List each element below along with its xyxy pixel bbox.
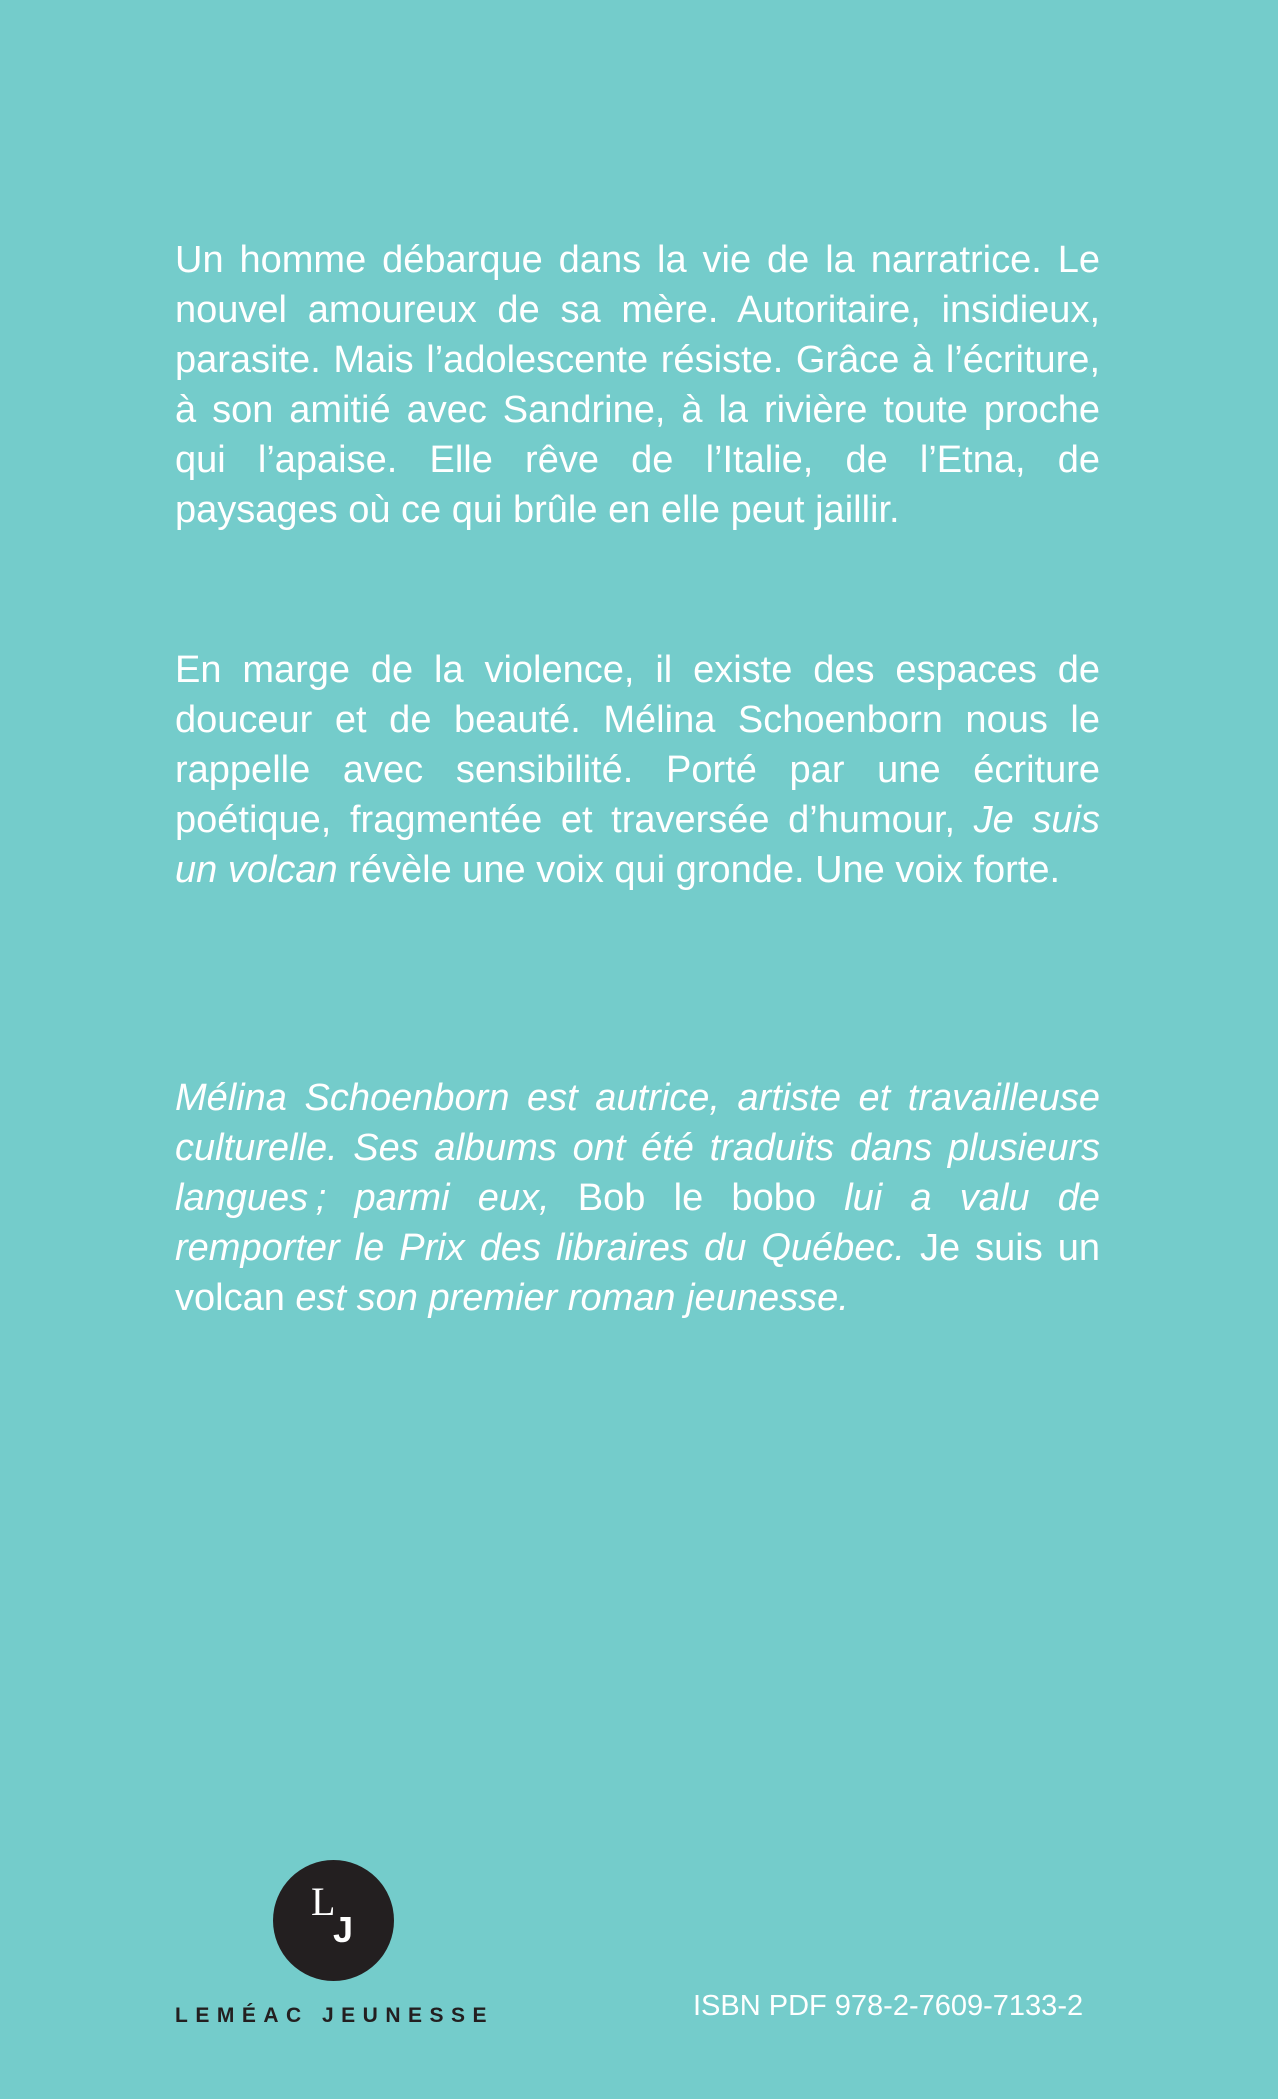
book-title: Je suis un volcan — [175, 799, 1100, 891]
summary-paragraph-1 — [175, 235, 1100, 535]
bio-text-3: est son premier roman jeunesse. — [284, 1277, 849, 1319]
bio-text-2: lui a valu de remporter le Prix des libraires du Québec. — [175, 1177, 1100, 1269]
isbn-label: ISBN PDF 978-2-7609-7133-2 — [693, 1990, 1084, 2022]
bio-book-2: Je suis un volcan — [175, 1227, 1101, 1319]
summary-text-2b: révèle une voix qui gronde. Une voix forte. — [337, 849, 1061, 891]
logo-letter-l: L — [311, 1879, 336, 1924]
summary-text-2a: En marge de la violence, il existe des espaces de douceur et de beauté. Mélina Schoenborn nous le rappelle avec sensibilité. Porté par une écriture poétique, fragmentée et traversée d’humour, — [175, 649, 1100, 841]
logo-letter-j: J — [333, 1909, 354, 1950]
summary-paragraph-2 — [175, 645, 1100, 895]
bio-text-1: Mélina Schoenborn est autrice, artiste et travailleuse culturelle. Ses albums ont été traduits dans plusieurs langues ; parmi eux, — [175, 1077, 1100, 1219]
bio-book-1: Bob le bobo — [577, 1177, 816, 1219]
summary-text-1: Un homme débarque dans la vie de la narratrice. Le nouvel amoureux de sa mère. Autoritaire, insidieux, parasite. Mais l’adolescente résiste. Grâce à l’écriture, à son amitié avec Sandrine, à la rivière toute proche qui l’apaise. Elle rêve de l’Italie, de l’Etna, de paysages où ce qui brûle en elle peut jaillir. — [175, 239, 1100, 531]
author-bio — [175, 1073, 1100, 1323]
publisher-name: LEMÉAC JEUNESSE — [175, 2004, 495, 2027]
publisher-logo — [273, 1860, 394, 1981]
